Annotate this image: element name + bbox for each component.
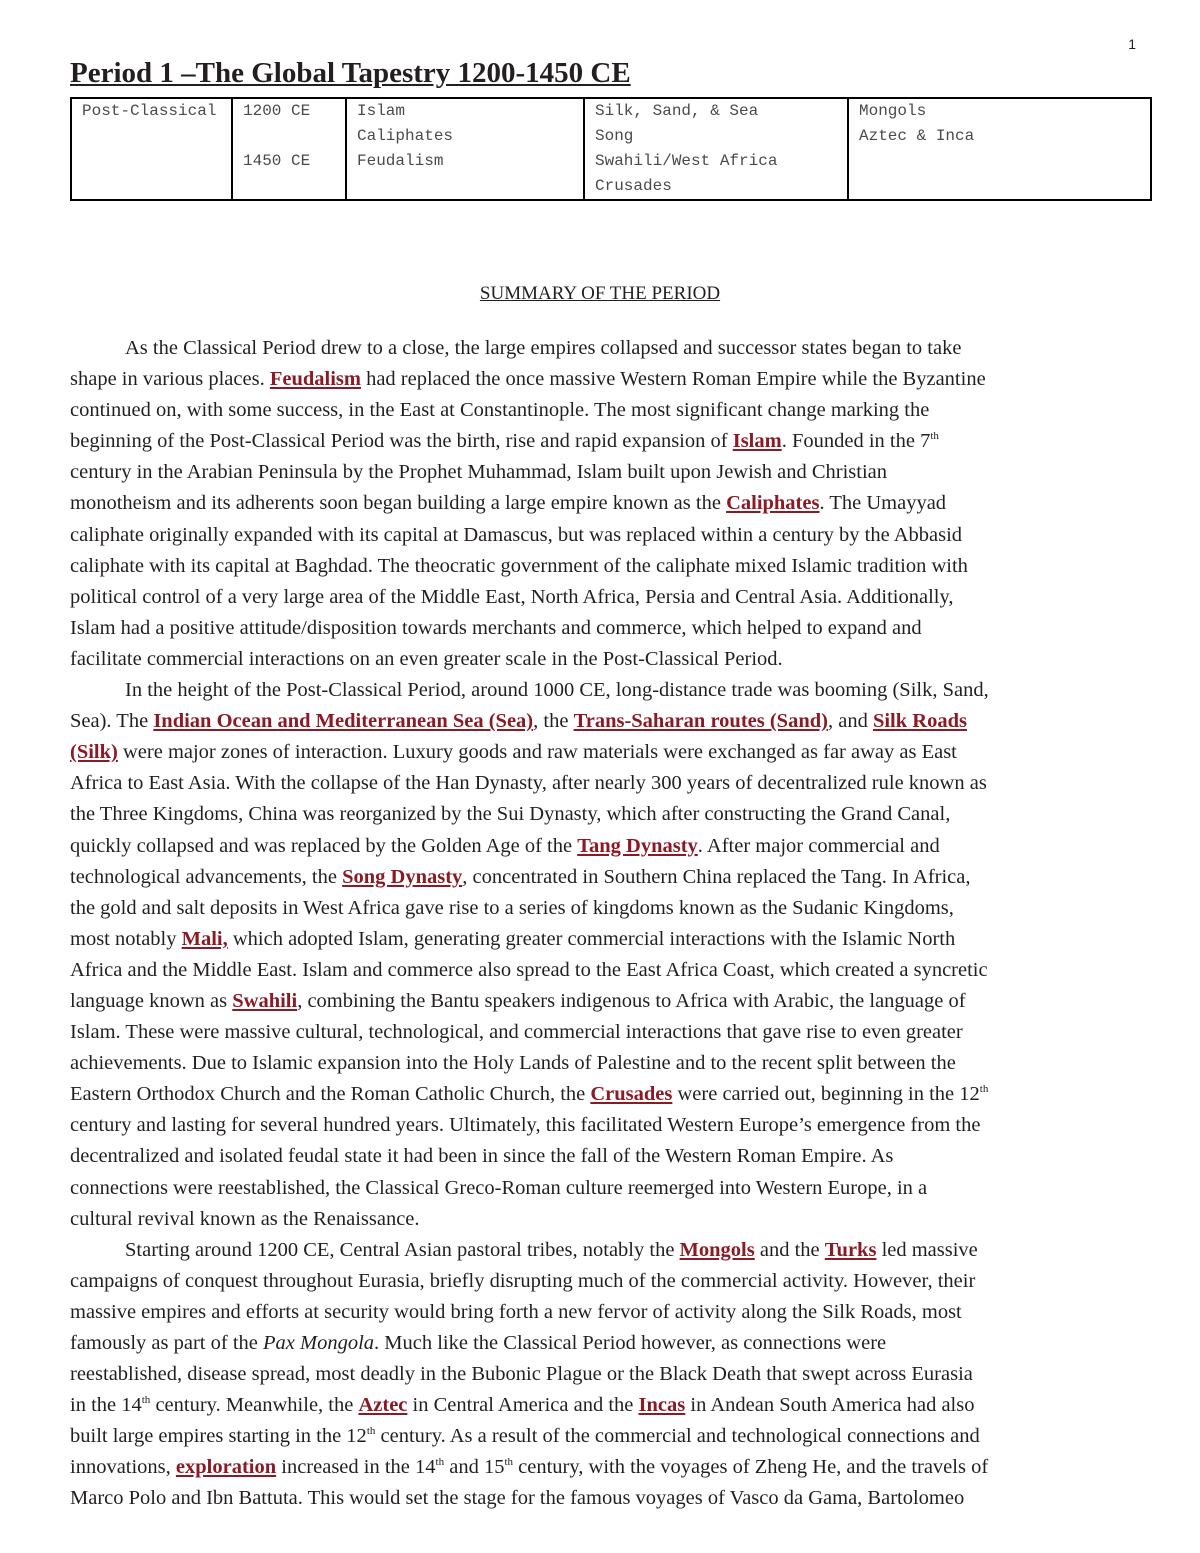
text-segment: century in the Arabian Peninsula by the Prophet Muhammad, Islam built upon Jewish and Christian — [70, 461, 888, 484]
text-segment: campaigns of conquest throughout Eurasia, briefly disrupting much of the commercial activity. However, their — [70, 1269, 976, 1292]
text-segment: the gold and salt deposits in West Africa gave rise to a series of kingdoms known as the Sudanic Kingdoms, — [70, 896, 954, 919]
key-term: Tang Dynasty — [577, 834, 698, 857]
text-line — [70, 488, 1145, 519]
text-line — [70, 1297, 1145, 1328]
text-segment: . Founded in the 7 — [781, 430, 931, 453]
text-segment: the Three Kingdoms, China was reorganized by the Sui Dynasty, which after constructing the Grand Canal, — [70, 803, 951, 826]
text-line — [70, 1328, 1145, 1359]
text-segment: massive empires and efforts at security would bring forth a new fervor of activity along the Silk Roads, most — [70, 1300, 962, 1323]
text-segment: which adopted Islam, generating greater commercial interactions with the Islamic North — [227, 927, 956, 950]
text-line — [70, 768, 1145, 799]
overview-table — [70, 97, 1152, 201]
text-segment: and 15 — [444, 1456, 505, 1479]
text-segment: were carried out, beginning in the 12 — [672, 1083, 980, 1106]
key-term: Swahili — [232, 989, 298, 1012]
text-segment: and the — [754, 1238, 825, 1261]
text-line — [70, 831, 1145, 862]
text-segment: Eastern Orthodox Church and the Roman Catholic Church, the — [70, 1083, 591, 1106]
text-segment: Islam. These were massive cultural, technological, and commercial interactions that gave rise to even greater — [70, 1021, 963, 1044]
text-line — [70, 986, 1145, 1017]
text-segment: , the — [533, 710, 574, 733]
page-number: 1 — [1128, 36, 1136, 52]
text-segment: century. Meanwhile, the — [150, 1394, 359, 1417]
text-line — [70, 520, 1145, 551]
text-line — [70, 1452, 1145, 1483]
superscript: th — [366, 1425, 376, 1438]
text-line — [70, 1204, 1145, 1235]
text-segment: built large empires starting in the 12 — [70, 1425, 367, 1448]
text-line — [70, 1110, 1145, 1141]
text-segment: , concentrated in Southern China replaced the Tang. In Africa, — [462, 865, 971, 888]
key-term: Aztec — [358, 1394, 408, 1417]
key-term: Mali, — [181, 927, 228, 950]
dates-cell — [232, 98, 346, 200]
summary-paragraph — [70, 675, 1145, 1235]
text-segment: famously as part of the — [70, 1332, 263, 1354]
theme-item: Silk, Sand, & Sea — [595, 102, 759, 120]
text-segment: reestablished, disease spread, most deadly in the Bubonic Plague or the Black Death that swept across Eurasia — [70, 1363, 973, 1386]
superscript: th — [141, 1394, 151, 1407]
theme-item: Song — [595, 127, 634, 145]
summary-paragraph — [70, 1235, 1145, 1515]
text-segment: facilitate commercial interactions on an even greater scale in the Post-Classical Period. — [70, 647, 783, 670]
text-segment: caliphate originally expanded with its capital at Damascus, but was replaced within a century by the Abbasid — [70, 523, 963, 546]
summary-body — [70, 333, 1145, 1515]
text-line — [70, 582, 1145, 613]
key-term: (Silk) — [70, 741, 118, 764]
superscript: th — [435, 1456, 445, 1469]
text-segment: shape in various places. — [70, 368, 270, 391]
text-segment: technological advancements, the — [70, 865, 343, 888]
end-date: 1450 CE — [243, 152, 311, 170]
start-date: 1200 CE — [243, 102, 311, 120]
text-line — [70, 1390, 1145, 1421]
text-segment: increased in the 14 — [276, 1456, 436, 1479]
text-line — [70, 644, 1145, 675]
text-segment: Starting around 1200 CE, Central Asian pastoral tribes, notably the — [125, 1238, 680, 1261]
text-segment: in Andean South America had also — [685, 1394, 975, 1417]
text-segment: connections were reestablished, the Classical Greco-Roman culture reemerged into Western Europe, in a — [70, 1176, 928, 1199]
text-line — [70, 1017, 1145, 1048]
themes-cell-3 — [848, 98, 1151, 200]
theme-item: Caliphates — [357, 127, 454, 145]
text-line — [70, 551, 1145, 582]
text-line — [70, 1079, 1145, 1110]
text-segment: Islam had a positive attitude/disposition towards merchants and commerce, which helped to expand and — [70, 616, 922, 639]
text-segment: in the 14 — [70, 1394, 142, 1417]
text-segment: , and — [827, 710, 873, 733]
theme-item: Crusades — [595, 177, 672, 195]
text-segment: continued on, with some success, in the East at Constantinople. The most significant change marking the — [70, 399, 930, 422]
text-segment: As the Classical Period drew to a close, the large empires collapsed and successor states began to take — [125, 337, 962, 359]
text-segment: Sea). The — [70, 710, 154, 733]
text-segment: monotheism and its adherents soon began building a large empire known as the — [70, 492, 727, 515]
text-segment: beginning of the Post-Classical Period was the birth, rise and rapid expansion of — [70, 430, 733, 453]
text-line — [70, 1048, 1145, 1079]
superscript: th — [979, 1083, 989, 1096]
text-segment: had replaced the once massive Western Roman Empire while the Byzantine — [360, 368, 986, 391]
text-line — [70, 457, 1145, 488]
theme-item: Mongols — [859, 102, 927, 120]
text-line — [70, 364, 1145, 395]
text-segment: Africa and the Middle East. Islam and commerce also spread to the East Africa Coast, which created a syncretic — [70, 958, 988, 981]
text-line — [70, 426, 1145, 457]
text-segment: caliphate with its capital at Baghdad. The theocratic government of the caliphate mixed Islamic tradition with — [70, 554, 968, 577]
text-segment: language known as — [70, 989, 233, 1012]
text-line — [70, 613, 1145, 644]
key-term: Mongols — [679, 1238, 755, 1261]
superscript: th — [930, 430, 939, 443]
text-segment: cultural revival known as the Renaissance. — [70, 1207, 420, 1230]
themes-cell-2 — [584, 98, 848, 200]
text-segment: achievements. Due to Islamic expansion into the Holy Lands of Palestine and to the recent split between the — [70, 1052, 956, 1075]
text-segment: . The Umayyad — [819, 492, 947, 515]
document-title: Period 1 –The Global Tapestry 1200-1450 CE — [70, 57, 631, 89]
text-line — [70, 675, 1145, 706]
text-line — [70, 1141, 1145, 1172]
text-line — [70, 1173, 1145, 1204]
key-term: Islam — [732, 430, 782, 453]
summary-heading: SUMMARY OF THE PERIOD — [479, 283, 721, 304]
text-line — [70, 706, 1145, 737]
text-segment: innovations, — [70, 1456, 176, 1479]
key-term: Turks — [824, 1238, 877, 1261]
text-segment: . Much like the Classical Period however, as connections were — [374, 1332, 887, 1354]
text-segment: quickly collapsed and was replaced by the Golden Age of the — [70, 834, 578, 857]
text-line — [70, 395, 1145, 426]
summary-paragraph — [70, 333, 1145, 675]
text-segment: Marco Polo and Ibn Battuta. This would set the stage for the famous voyages of Vasco da Gama, Bartolomeo — [70, 1487, 965, 1510]
text-segment: century, with the voyages of Zheng He, and the travels of — [513, 1456, 989, 1479]
text-segment: , combining the Bantu speakers indigenous to Africa with Arabic, the language of — [297, 989, 966, 1012]
text-segment: Africa to East Asia. With the collapse of the Han Dynasty, after nearly 300 years of decentralized rule known as — [70, 772, 987, 795]
key-term: exploration — [175, 1456, 277, 1479]
table-row — [71, 98, 1151, 200]
text-segment: were major zones of interaction. Luxury goods and raw materials were exchanged as far away as East — [117, 741, 957, 764]
period-cell — [71, 98, 232, 200]
text-line — [70, 333, 1145, 364]
text-line — [70, 799, 1145, 830]
key-term: Incas — [638, 1394, 686, 1417]
text-segment: in Central America and the — [407, 1394, 639, 1417]
text-line — [70, 1235, 1145, 1266]
text-segment: led massive — [876, 1238, 978, 1261]
theme-item: Islam — [357, 102, 406, 120]
key-term: Indian Ocean and Mediterranean Sea (Sea) — [153, 710, 534, 733]
text-line — [70, 1266, 1145, 1297]
text-line — [70, 955, 1145, 986]
theme-item: Aztec & Inca — [859, 127, 975, 145]
text-segment: political control of a very large area of the Middle East, North Africa, Persia and Central Asia. Additionally, — [70, 585, 954, 608]
key-term: Feudalism — [269, 368, 361, 391]
key-term: Crusades — [590, 1083, 673, 1106]
text-line — [70, 737, 1145, 768]
key-term: Caliphates — [726, 492, 820, 515]
text-segment: decentralized and isolated feudal state it had been in since the fall of the Western Roman Empire. As — [70, 1145, 894, 1168]
text-segment: century. As a result of the commercial and technological connections and — [375, 1425, 980, 1448]
text-line — [70, 1483, 1145, 1514]
text-line — [70, 924, 1145, 955]
text-line — [70, 862, 1145, 893]
key-term: Trans-Saharan routes (Sand) — [573, 710, 828, 733]
text-line — [70, 893, 1145, 924]
text-line — [70, 1359, 1145, 1390]
theme-item: Swahili/West Africa — [595, 152, 778, 170]
text-segment: most notably — [70, 927, 182, 950]
key-term: Song Dynasty — [342, 865, 463, 888]
text-segment: . After major commercial and — [697, 834, 940, 857]
superscript: th — [504, 1456, 514, 1469]
period-label: Post-Classical — [82, 102, 217, 120]
italic-term: Pax Mongola — [263, 1332, 375, 1354]
text-segment: century and lasting for several hundred years. Ultimately, this facilitated Western Europe’s emergence from the — [70, 1114, 981, 1137]
text-line — [70, 1421, 1145, 1452]
themes-cell-1 — [346, 98, 584, 200]
theme-item: Feudalism — [357, 152, 444, 170]
key-term: Silk Roads — [872, 710, 967, 733]
text-segment: In the height of the Post-Classical Period, around 1000 CE, long-distance trade was booming (Silk, Sand, — [125, 679, 989, 702]
